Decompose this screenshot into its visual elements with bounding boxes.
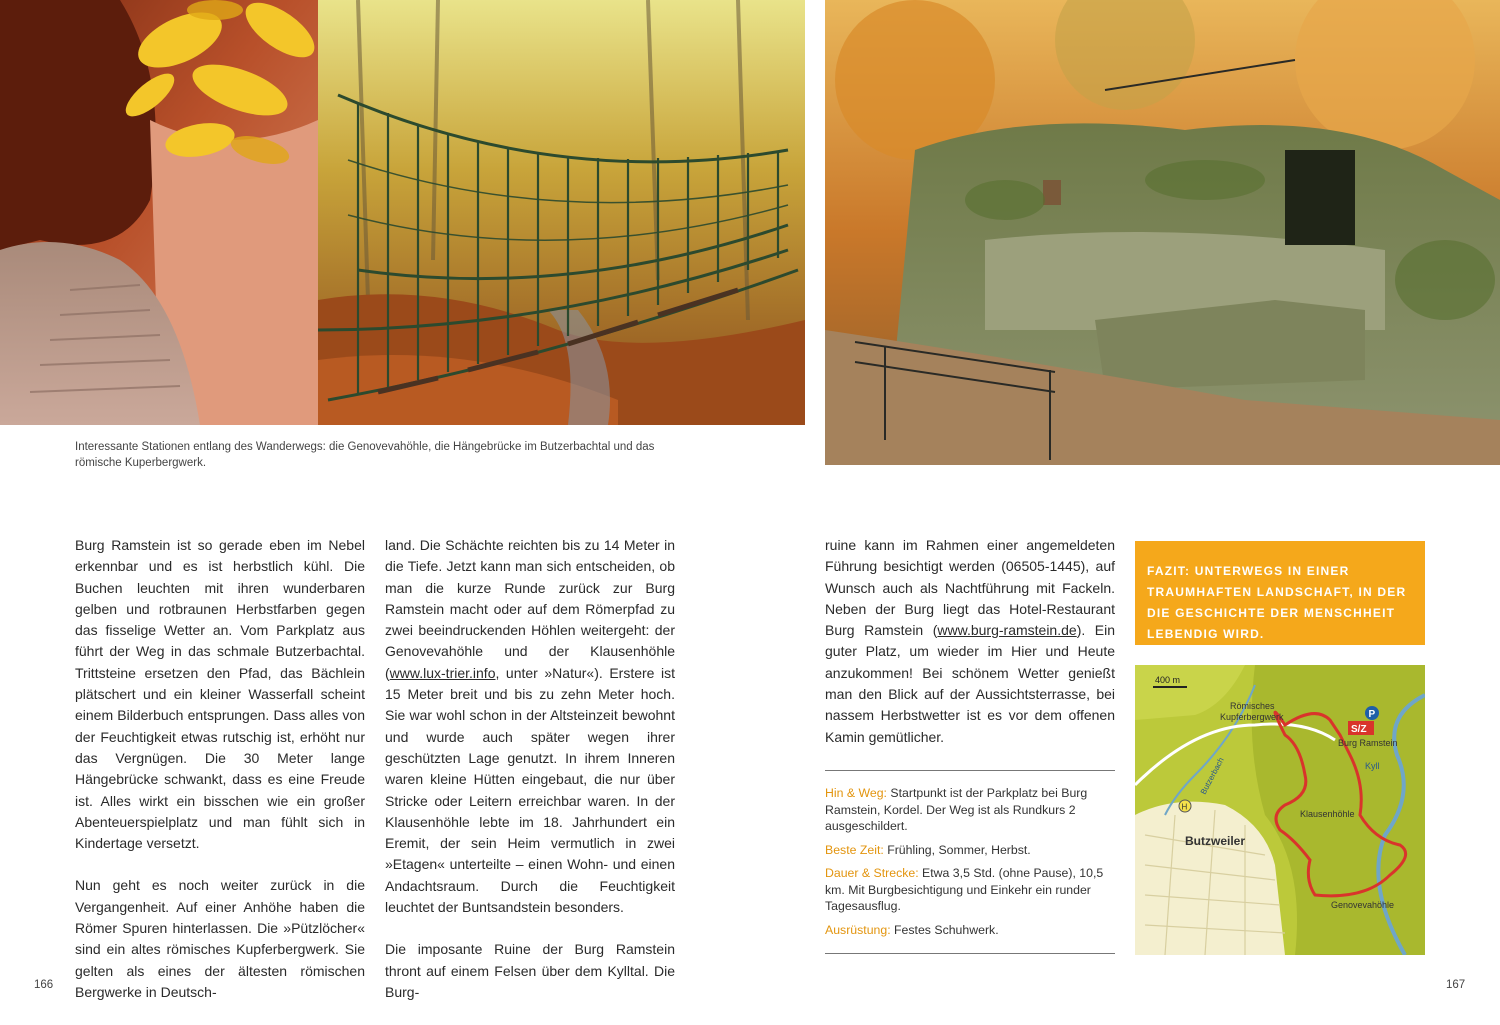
page-number-left: 166 bbox=[34, 979, 54, 991]
text-column-3 bbox=[825, 535, 1115, 769]
info-ausruestung: Ausrüstung: Festes Schuhwerk. bbox=[825, 922, 999, 937]
map-scale: 400 m bbox=[1155, 675, 1181, 685]
label-butzweiler: Butzweiler bbox=[1185, 834, 1246, 848]
paragraph: Die imposante Ruine der Burg Ramstein thront auf einem Felsen über dem Kylltal. Die Burg- bbox=[385, 941, 675, 1000]
info-zeit: Beste Zeit: Frühling, Sommer, Herbst. bbox=[825, 842, 1031, 857]
paragraph: land. Die Schächte reichten bis zu 14 Meter in die Tiefe. Jetzt kann man sich entscheiden, ob man die kurze Runde zurück zur Burg Ramstein macht oder auf dem Römerpfad zu zwei beeindruckenden Höhlen weitergeht: der Genovevahöhle und der Klausenhöhle (www.lux-trier.info, unter »Natur«). Erstere ist 15 Meter breit und bis zu zehn Meter hoch. Sie war wohl schon in der Altsteinzeit bewohnt und wurde auch später wegen ihrer geschützten Lage genutzt. In ihrem Inneren waren kleine Hütten eingebaut, die nur über Stricke oder Leitern erreichbar waren. In der Klausenhöhle lebte im 18. Jahrhundert ein Eremit, der sein Heim vermutlich in zwei »Etagen« unterteilte – einen Wohn- und einen Andachtsraum. Durch die Feuchtigkeit leuchtet der Buntsandstein besonders. bbox=[385, 537, 675, 916]
page-number-right: 167 bbox=[1446, 979, 1466, 991]
label-butzerbach: Butzerbach bbox=[1198, 755, 1226, 796]
text-column-1 bbox=[75, 535, 365, 1024]
photo-caption: Interessante Stationen entlang des Wanderwegs: die Genovevahöhle, die Hängebrücke im Butzerbachtal und das römische Kuperbergwerk. bbox=[75, 441, 655, 469]
label-kupferbergwerk: Kupferbergwerk bbox=[1220, 712, 1284, 722]
photo-genovevahoehle bbox=[0, 0, 318, 425]
fazit-text: FAZIT: UNTERWEGS IN EINER TRAUMHAFTEN LANDSCHAFT, IN DER DIE GESCHICHTE DER MENSCHHEIT LEBENDIG WIRD. bbox=[1147, 564, 1407, 641]
photo-kupferbergwerk bbox=[825, 0, 1500, 465]
photo-haengebruecke bbox=[318, 0, 805, 425]
info-hinweg: Hin & Weg: Startpunkt ist der Parkplatz bei Burg Ramstein, Kordel. Der Weg ist als Rundkurs 2 ausgeschildert. bbox=[825, 786, 1088, 833]
paragraph: Nun geht es noch weiter zurück in die Vergangenheit. Auf einer Anhöhe haben die Römer Spuren hinterlassen. Die »Pützlöcher« sind ein altes römisches Kupferbergwerk. Sie gelten als eines der ältesten römischen Bergwerke in Deutsch- bbox=[75, 877, 365, 1000]
route-map bbox=[1135, 665, 1425, 955]
link-lux-trier[interactable]: www.lux-trier.info bbox=[389, 664, 496, 681]
label-kyll: Kyll bbox=[1365, 761, 1380, 771]
parking-icon: P bbox=[1368, 709, 1376, 720]
label-roemisches: Römisches bbox=[1230, 701, 1275, 711]
fazit-box bbox=[1135, 541, 1425, 645]
label-burg: Burg Ramstein bbox=[1338, 738, 1398, 748]
info-box bbox=[825, 785, 1115, 938]
info-dauer: Dauer & Strecke: Etwa 3,5 Std. (ohne Pause), 10,5 km. Mit Burgbesichtigung und Einkehr ein runder Tagesausflug. bbox=[825, 866, 1104, 913]
paragraph: Burg Ramstein ist so gerade eben im Nebel erkennbar und es ist herbstlich kühl. Die Buchen leuchten mit ihren wunderbaren gelben und rotbraunen Herbstfarben gegen das fisselige Wetter an. Vom Parkplatz aus führt der Weg in das schmale Butzerbachtal. Trittsteine ersetzen den Pfad, das Bächlein plätschert und ein kleiner Wasserfall scheint einem Bilderbuch entsprungen. Dass alles von der Feuchtigkeit etwas rutschig ist, erhöht nur das Vergnügen. Die 30 Meter lange Hängebrücke schwankt, dass es eine Freude ist. Alles wirkt ein bisschen wie ein großer Abenteuerspielplatz und man fühlt sich in Kindertage versetzt. bbox=[75, 537, 365, 852]
paragraph: ruine kann im Rahmen einer angemeldeten Führung besichtigt werden (06505-1445), auf Wunsch auch als Nachtführung mit Fackeln. Neben der Burg liegt das Hotel-Restaurant Burg Ramstein (www.burg-ramstein.de). Ein guter Platz, um wieder im Hier und Heute anzukommen! Bei schönem Wetter genießt man den Blick auf der Aussichtsterrasse, bei nassem Herbstwetter ist es vor dem offenen Kamin gemütlicher. bbox=[825, 537, 1115, 745]
label-genovevahoehle: Genovevahöhle bbox=[1331, 900, 1395, 910]
bus-stop-icon: H bbox=[1181, 802, 1188, 812]
text-column-2 bbox=[385, 535, 675, 1024]
info-rule-bottom bbox=[825, 953, 1115, 954]
info-rule-top bbox=[825, 770, 1115, 771]
start-marker: S/Z bbox=[1351, 724, 1367, 735]
link-burg-ramstein[interactable]: www.burg-ramstein.de bbox=[937, 622, 1077, 639]
label-klausenhoehle: Klausenhöhle bbox=[1300, 809, 1355, 819]
